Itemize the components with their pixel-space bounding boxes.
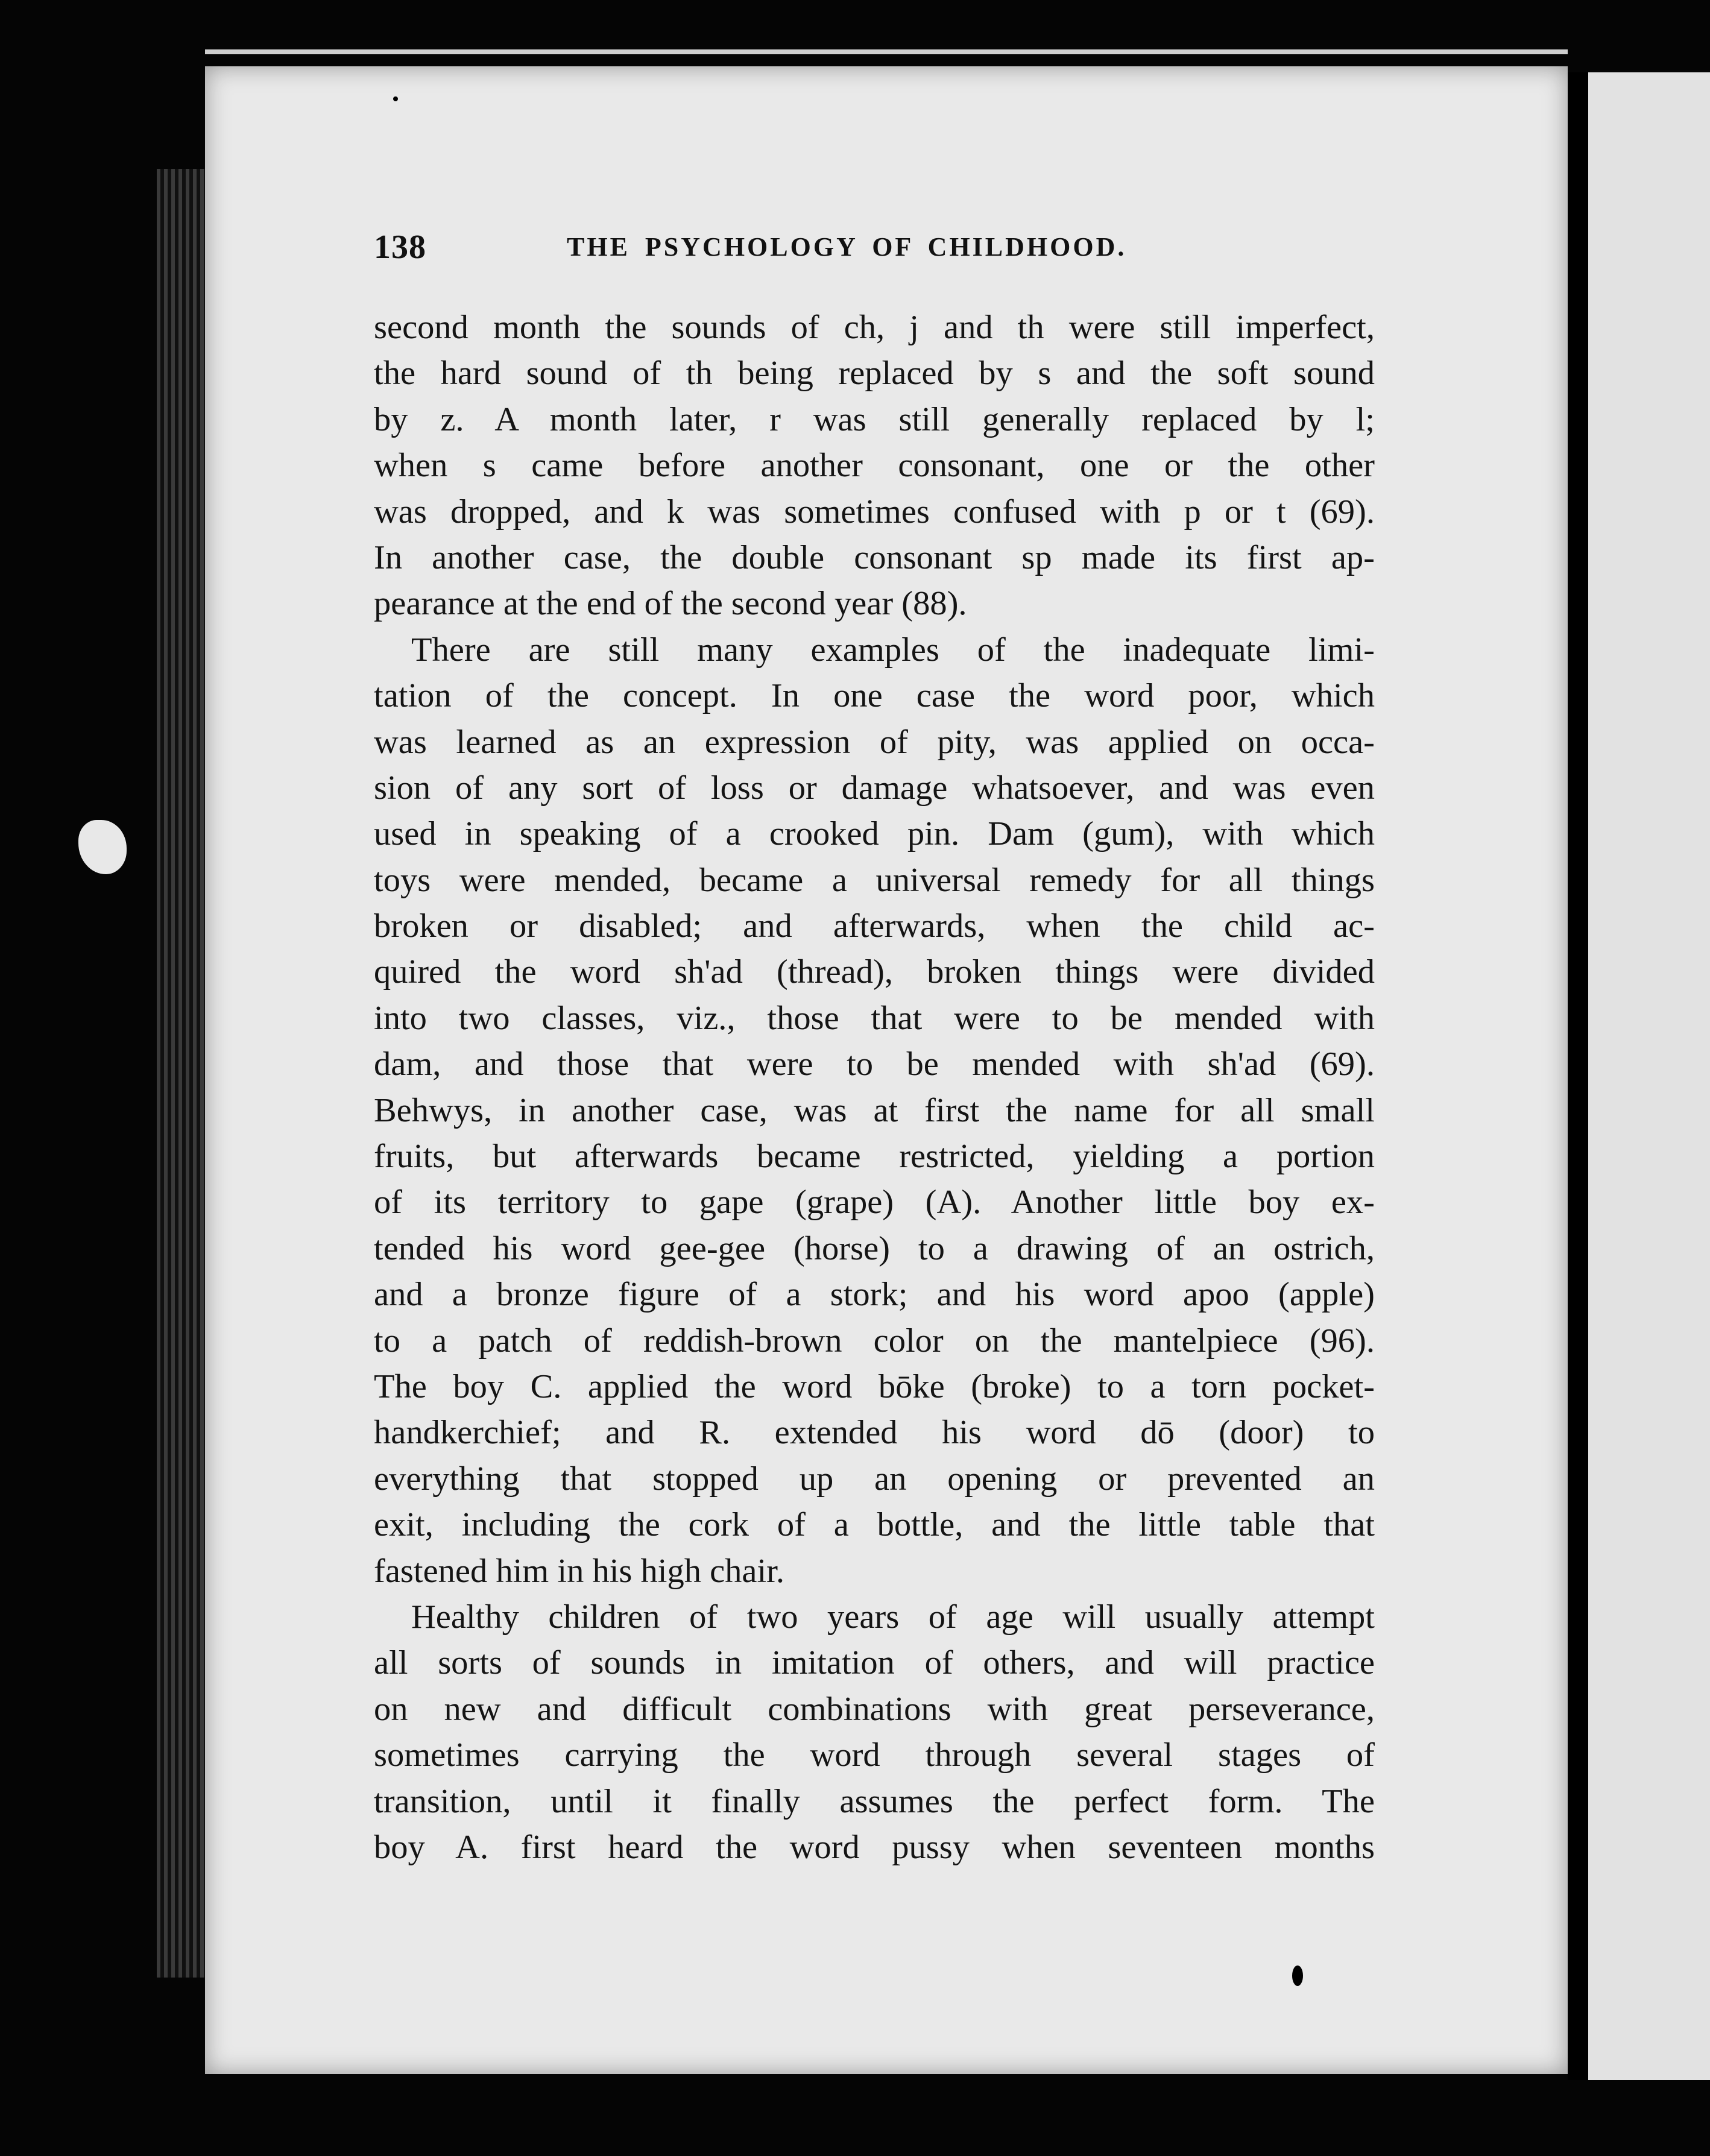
text-line: exit, including the cork of a bottle, and the little table that [374,1506,1375,1544]
text-line: broken or disabled; and afterwards, when the child ac- [374,907,1375,945]
page-top-edge [205,49,1568,54]
text-line: second month the sounds of ch, j and th were still imperfect, [374,309,1375,346]
text-line: There are still many examples of the inadequate limi- [411,631,1375,669]
running-title: THE PSYCHOLOGY OF CHILDHOOD. [567,232,1127,262]
facing-page-edge [1568,72,1710,2080]
text-line: dam, and those that were to be mended with sh'ad (69). [374,1045,1375,1083]
text-line: was dropped, and k was sometimes confused with p or t (69). [374,493,1375,531]
text-line: Behwys, in another case, was at first the name for all small [374,1091,1375,1129]
text-line: The boy C. applied the word bōke (broke) to a torn pocket- [374,1367,1375,1405]
text-line: In another case, the double consonant sp made its first ap- [374,538,1375,576]
text-line: into two classes, viz., those that were to be mended with [374,999,1375,1037]
text-line: and a bronze figure of a stork; and his word apoo (apple) [374,1276,1375,1314]
page-edges [157,169,211,1978]
text-line: fastened him in his high chair. [374,1552,785,1590]
text-line: everything that stopped up an opening or prevented an [374,1460,1375,1498]
ink-speck [393,96,398,101]
paragraph-2 [374,627,1375,1594]
text-line: by z. A month later, r was still generally replaced by l; [374,400,1375,438]
text-line: tation of the concept. In one case the word poor, which [374,677,1375,715]
text-line: the hard sound of th being replaced by s and the soft sound [374,355,1375,392]
text-line: sion of any sort of loss or damage whatsoever, and was even [374,769,1375,807]
text-line: sometimes carrying the word through several stages of [374,1736,1375,1774]
paper-blemish [78,820,127,874]
paragraph-1 [374,304,1375,627]
text-line: was learned as an expression of pity, was applied on occa- [374,723,1375,761]
text-line: used in speaking of a crooked pin. Dam (gum), with which [374,815,1375,853]
body-text [374,304,1375,1870]
text-line: fruits, but afterwards became restricted, yielding a portion [374,1138,1375,1176]
text-line: to a patch of reddish-brown color on the mantelpiece (96). [374,1322,1375,1360]
text-line: tended his word gee-gee (horse) to a drawing of an ostrich, [374,1229,1375,1267]
text-line: handkerchief; and R. extended his word dō (door) to [374,1414,1375,1452]
text-line: all sorts of sounds in imitation of others, and will practice [374,1644,1375,1682]
text-line: boy A. first heard the word pussy when seventeen months [374,1828,1375,1866]
text-line: on new and difficult combinations with great perseverance, [374,1690,1375,1728]
text-line: toys were mended, became a universal remedy for all things [374,861,1375,899]
page-number: 138 [374,229,426,266]
text-line: of its territory to gape (grape) (A). Another little boy ex- [374,1184,1375,1221]
text-line: quired the word sh'ad (thread), broken things were divided [374,953,1375,991]
ink-speck [1292,1965,1303,1986]
text-line: pearance at the end of the second year (88). [374,585,967,623]
paragraph-3 [374,1594,1375,1870]
text-line: Healthy children of two years of age will usually attempt [411,1598,1375,1636]
text-line: transition, until it finally assumes the perfect form. The [374,1782,1375,1820]
text-line: when s came before another consonant, one or the other [374,447,1375,485]
